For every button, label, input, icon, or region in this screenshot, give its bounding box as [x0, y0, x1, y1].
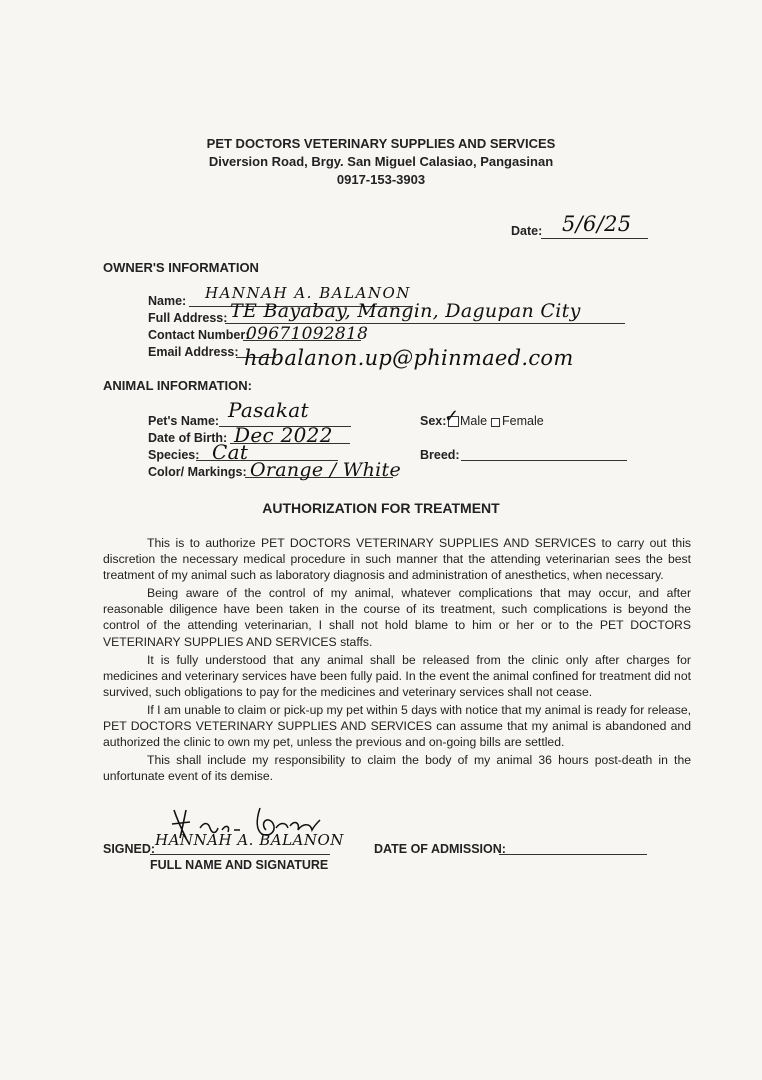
owner-address-value: TE Bayabay, Mangin, Dagupan City	[230, 300, 581, 322]
owner-email-label: Email Address:	[148, 345, 239, 359]
owner-email-value: habalanon.up@phinmaed.com	[244, 346, 574, 370]
authorization-paragraph: If I am unable to claim or pick-up my pet within 5 days with notice that my animal is ready for release, PET DOCTORS VETERINARY SUPPLIES AND SERVICES can assume that my animal is abandoned and authorized the clinic to own my pet, unless the previous and on-going bills are settled.	[103, 702, 691, 750]
species-value: Cat	[212, 440, 249, 464]
pet-name-value: Pasakat	[228, 398, 309, 422]
owner-name-value: HANNAH A. BALANON	[205, 284, 411, 302]
sex-male-label: Male	[460, 414, 488, 428]
sex-label: Sex:	[420, 414, 447, 428]
breed-line	[461, 460, 627, 461]
authorization-paragraph: Being aware of the control of my animal, whatever complications that may occur, and after reasonable diligence have been taken in the course of its treatment, such complications is beyond the control of the attending veterinarian, I shall not hold blame to him or her or to the PET DOCTORS VETERINARY SUPPLIES AND SERVICES staffs.	[103, 586, 691, 649]
date-value: 5/6/25	[562, 212, 632, 236]
signature-caption: FULL NAME AND SIGNATURE	[150, 858, 329, 872]
owner-contact-label: Contact Number:	[148, 328, 250, 342]
company-name: PET DOCTORS VETERINARY SUPPLIES AND SERVICES	[206, 136, 556, 151]
admission-date-line	[499, 854, 647, 855]
authorization-title: AUTHORIZATION FOR TREATMENT	[262, 500, 500, 516]
company-phone: 0917-153-3903	[336, 172, 426, 187]
authorization-paragraph: It is fully understood that any animal shall be released from the clinic only after charges for medicines and veterinary services have been fully paid. In the event the animal confined for treatment did not survived, such obligations to pay for the medicines and veterinary services shall not cease.	[103, 652, 691, 699]
sex-female-label: Female	[502, 414, 544, 428]
check-mark-icon: ✓	[444, 406, 460, 427]
species-label: Species:	[148, 448, 200, 462]
authorization-paragraph: This is to authorize PET DOCTORS VETERINARY SUPPLIES AND SERVICES to carry out this discretion the necessary medical procedure in such manner that the attending veterinarian sees the best treatment of my animal such as laboratory diagnosis and administration of anesthetics, when necessary.	[103, 536, 691, 583]
breed-label: Breed:	[420, 448, 460, 462]
date-label: Date:	[511, 224, 543, 238]
sex-female-checkbox	[491, 418, 500, 427]
owner-address-label: Full Address:	[148, 311, 228, 325]
color-label: Color/ Markings:	[148, 465, 247, 479]
signed-name-value: HANNAH A. BALANON	[155, 831, 344, 849]
signed-label: SIGNED:	[103, 842, 156, 856]
color-value: Orange / White	[250, 459, 402, 481]
pet-name-label: Pet's Name:	[148, 414, 220, 428]
company-address: Diversion Road, Brgy. San Miguel Calasiao, Pangasinan	[208, 154, 554, 169]
dob-label: Date of Birth:	[148, 431, 228, 445]
owner-contact-value: 09671092818	[246, 324, 369, 344]
authorization-body	[103, 535, 691, 784]
owner-name-label: Name:	[148, 294, 187, 308]
animal-heading: ANIMAL INFORMATION:	[103, 378, 252, 393]
admission-date-label: DATE OF ADMISSION:	[374, 842, 506, 856]
dob-value: Dec 2022	[234, 423, 333, 447]
authorization-paragraph: This shall include my responsibility to claim the body of my animal 36 hours post-death in the unfortunate event of its demise.	[103, 753, 691, 784]
owner-heading: OWNER'S INFORMATION	[103, 260, 259, 275]
signature-line	[150, 854, 330, 855]
date-line	[541, 238, 648, 239]
